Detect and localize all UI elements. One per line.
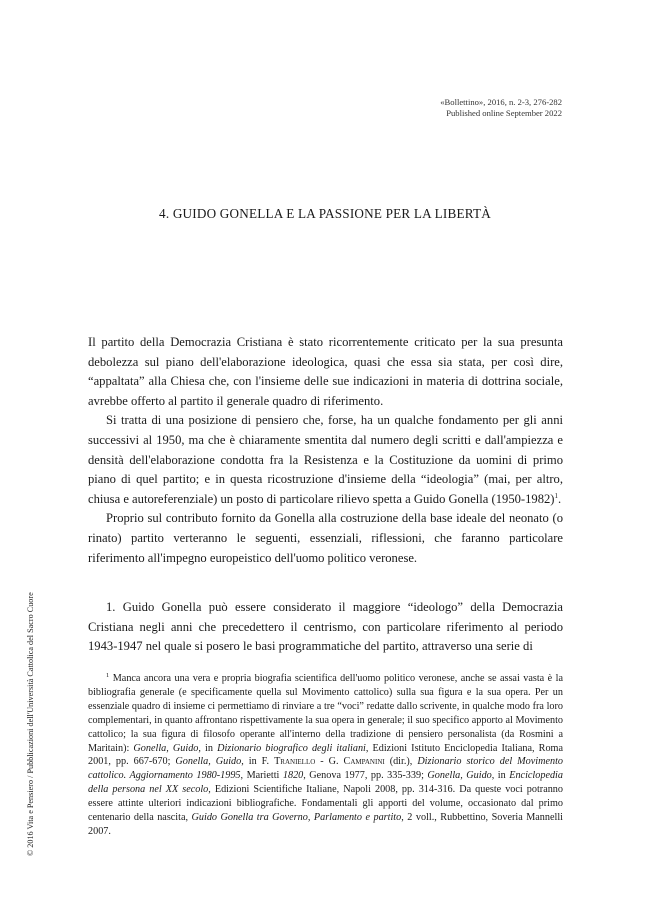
footnote-text: , 2 voll., Rubbettino, Soveria Mannelli 2007. [88,812,563,837]
footnote-italic: Gonella, Guido [427,770,492,782]
footnote-text: - G. [315,756,344,768]
footnote-author: Campanini [343,756,385,768]
journal-citation: «Bollettino», 2016, n. 2-3, 276-282 [440,97,562,107]
section-1 [88,598,563,657]
journal-header [440,97,562,119]
paragraph-4: 1. Guido Gonella può essere considerato il maggiore “ideologo” della Democrazia Cristiana negli anni che precedettero il centrismo, con particolare riferimento al periodo 1943-1947 nel quale si posero le basi programmatiche del partito, attraverso una serie di [88,600,563,654]
paragraph-3: Proprio sul contributo fornito da Gonella alla costruzione della base ideale del neonato (o rinato) partito verteranno le seguenti, essenziali, riflessioni, che faranno particolare riferimento all'impegno europeistico dell'uomo politico veronese. [88,511,563,565]
article-title: 4. GUIDO GONELLA E LA PASSIONE PER LA LIBERTÀ [159,206,491,221]
footnote-italic: Gonella, Guido [175,756,242,768]
footnote-text: Manca ancora una vera e propria biografia scientifica dell'uomo politico veronese, anche se assai vasta è la bibliografia generale (e specificamente quella sul Movimento cattolico) sulla sua figura e la sua opera. Per un essenziale quadro di insieme ci permettiamo di rinviare a tre “voci” redatte dallo scrivente, in qualche modo fra loro complementari, in quanto affrontano rispettivamente la sua opera in generale; il suo specifico apporto al Movimento cattolico; la sua figura di filosofo operante all'interno della tradizione di pensiero personalista (da Rosmini a Maritain): [88,673,564,754]
paragraph-2-end: . [558,491,562,506]
paragraph-2-text: Si tratta di una posizione di pensiero che, forse, ha un qualche fondamento per gli anni successivi al 1950, ma che è chiaramente smentita dal numero degli scritti e dall'ampiezza e densità dell'elaborazione condotta fra la Resistenza e la Costituzione da uomini di primo piano di quel partito; e in questa ricostruzione d'insieme della “ideologia” (mai, per altro, chiusa e autoreferenziale) un posto di particolare rilievo spetta a Guido Gonella (1950-1982) [88,413,563,506]
footnote-text: (dir.), [384,756,418,768]
footnote-italic: 1820 [282,770,304,782]
publication-date: Published online September 2022 [446,108,562,118]
footnote-text: , Edizioni Istituto Enciclopedia Italiana, Roma 2001, pp. 667-670; [88,742,563,768]
footnote-text: , in [198,742,218,754]
footnote-text: , in [491,770,510,782]
footnote-author: Traniello [274,756,316,768]
article-body [88,333,563,568]
footnote-text: , Genova 1977, pp. 335-339; [303,770,428,782]
footnote-mark: 1 [106,672,110,679]
footnote-italic: Dizionario storico del Movimento cattolico. Aggiornamento 1980-1995 [88,756,563,782]
footnote-1 [88,672,563,839]
footnote-italic: Enciclopedia della persona nel XX secolo [88,770,563,796]
footnote-italic: Dizionario biografico degli italiani [217,742,366,754]
footnote-text: , in F. [241,756,275,768]
paragraph-2 [88,411,563,509]
footnote-text: , Marietti [240,770,283,782]
footnote-reference[interactable]: 1 [554,491,558,500]
footnote-text: , Edizioni Scientifiche Italiane, Napoli 2008, pp. 314-316. Da queste voci potranno essere attinte ulteriori indicazioni bibliografiche. Fondamentali gli apporti del volume, occasionato dal primo centenario della nascita, [88,784,563,824]
footnote-italic: Guido Gonella tra Governo, Parlamento e partito [191,812,402,824]
paragraph-1: Il partito della Democrazia Cristiana è stato ricorrentemente criticato per la sua presunta debolezza sul piano dell'elaborazione ideologica, quasi che essa sia stata, per così dire, “appaltata” alla Chiesa che, con l'insieme delle sue indicazioni in materia di dottrina sociale, avrebbe offerto al partito il generale quadro di riferimento. [88,335,563,408]
copyright-sidebar: © 2016 Vita e Pensiero / Pubblicazioni dell'Università Cattolica del Sacro Cuore [26,592,35,856]
footnote-italic: Gonella, Guido [133,742,199,754]
